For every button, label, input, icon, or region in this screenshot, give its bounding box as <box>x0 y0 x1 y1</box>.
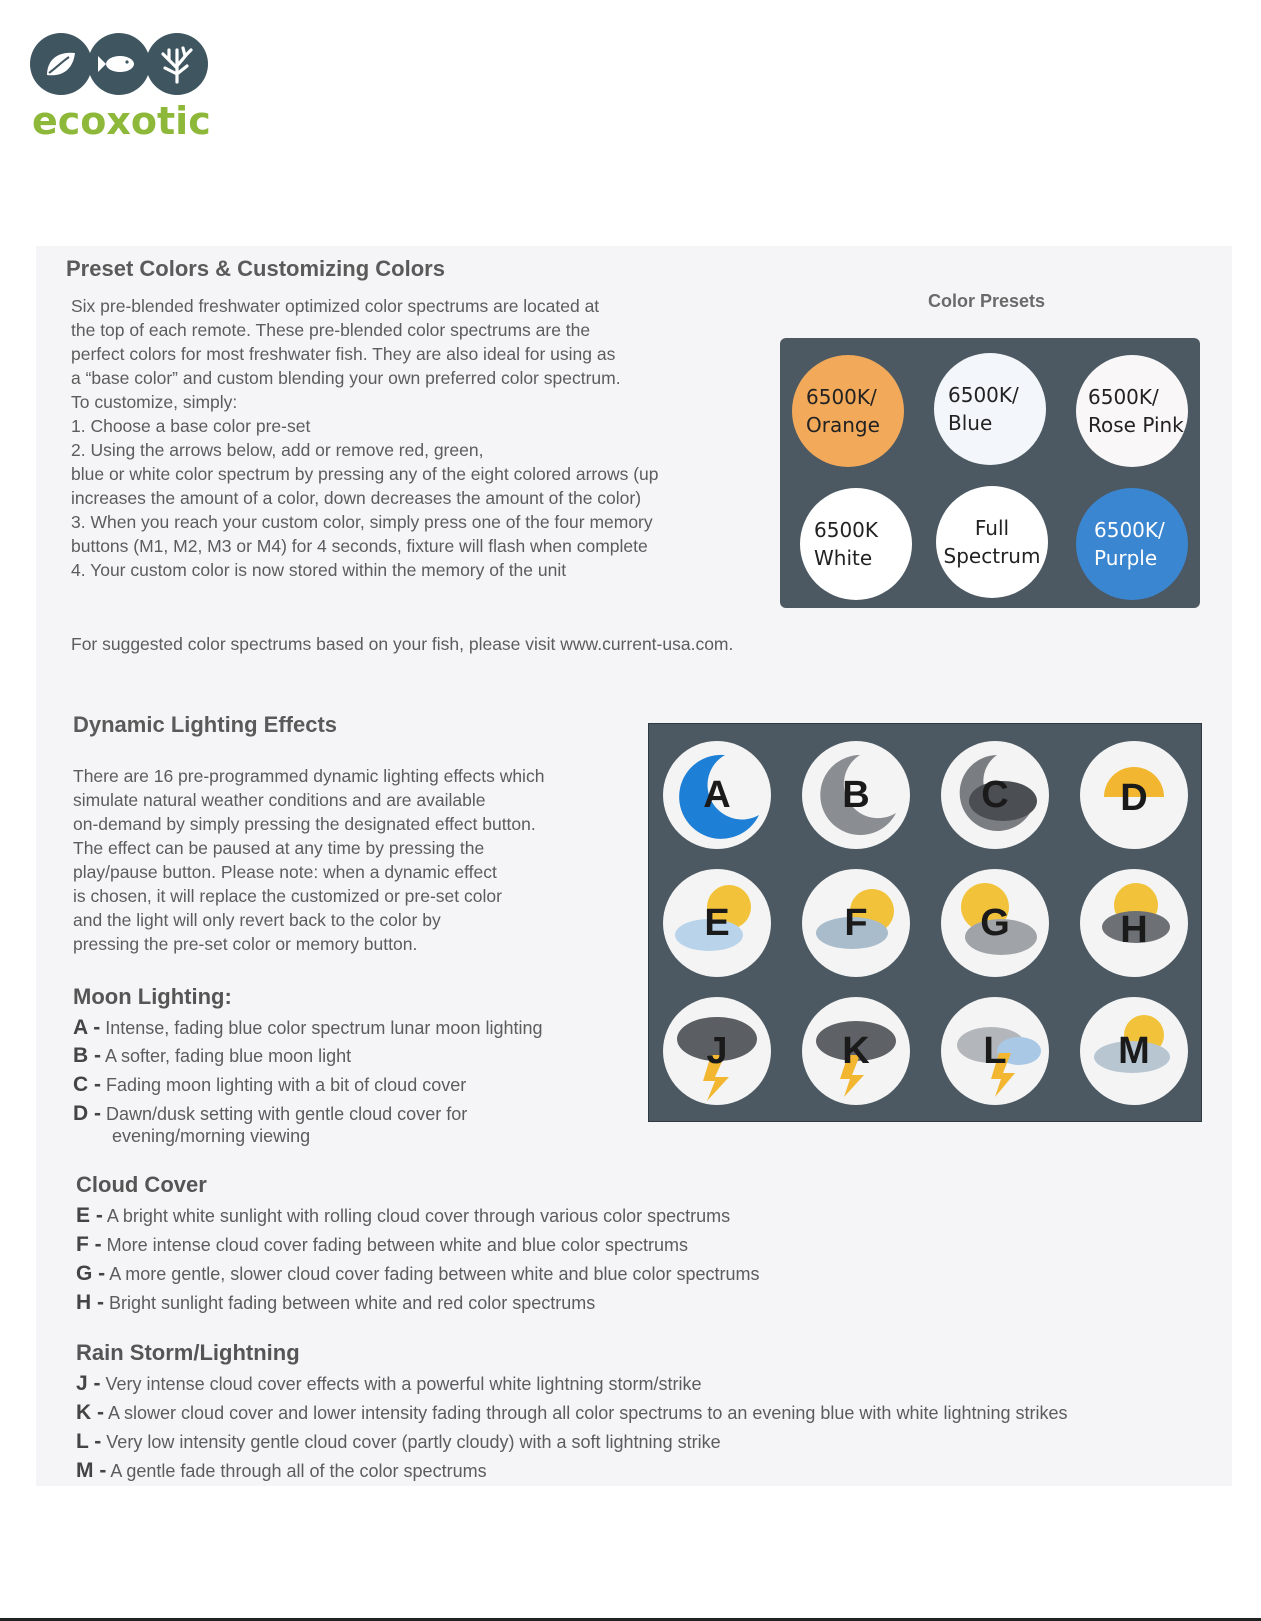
preset-rose-pink-button[interactable] <box>1076 355 1188 467</box>
preset-blue-button[interactable] <box>934 353 1046 465</box>
list-text: A slower cloud cover and lower intensity fading through all color spectrums to an evening blue with white lightning strikes <box>108 1403 1068 1423</box>
list-text: A bright white sunlight with rolling cloud cover through various color spectrums <box>106 1206 731 1226</box>
preset-label-line1: 6500K/ <box>1094 518 1165 542</box>
instruction-line: the top of each remote. These pre-blended color spectrums are the <box>71 320 591 340</box>
list-text: Very low intensity gentle cloud cover (partly cloudy) with a soft lightning strike <box>106 1432 721 1452</box>
instruction-line: 2. Using the arrows below, add or remove red, green, <box>71 440 484 460</box>
instruction-line: increases the amount of a color, down decreases the amount of the color) <box>71 488 642 508</box>
effect-letter: K <box>842 1029 870 1072</box>
list-continuation: evening/morning viewing <box>112 1126 311 1146</box>
list-item <box>73 1102 467 1126</box>
effect-letter: B <box>842 773 870 816</box>
list-letter: G - <box>76 1262 106 1285</box>
effect-c-button[interactable] <box>941 741 1049 849</box>
instruction-line: buttons (M1, M2, M3 or M4) for 4 seconds, fixture will flash when complete <box>71 536 648 556</box>
instruction-line: 4. Your custom color is now stored within the memory of the unit <box>71 560 567 580</box>
effect-letter: A <box>703 773 731 816</box>
effect-letter: D <box>1120 776 1148 819</box>
effect-letter: C <box>981 773 1009 816</box>
effect-e-button[interactable] <box>663 869 771 977</box>
suggestion-text: For suggested color spectrums based on your fish, please visit www.current-usa.com. <box>71 634 734 654</box>
preset-label-line1: 6500K/ <box>806 385 877 409</box>
list-letter: C - <box>73 1073 101 1096</box>
list-letter: F - <box>76 1233 102 1256</box>
effect-a-button[interactable] <box>663 741 771 849</box>
list-item <box>76 1401 1068 1425</box>
list-letter: J - <box>76 1372 101 1395</box>
list-item <box>76 1262 760 1286</box>
preset-label-line2: White <box>814 546 873 570</box>
preset-full-spectrum-button[interactable] <box>936 486 1048 598</box>
list-text: A softer, fading blue moon light <box>105 1046 352 1066</box>
effect-letter: F <box>844 901 868 944</box>
list-letter: A - <box>73 1016 101 1039</box>
moon-lighting-title: Moon Lighting: <box>73 984 232 1009</box>
effect-letter: E <box>704 901 730 944</box>
instruction-line: Six pre-blended freshwater optimized color spectrums are located at <box>71 296 600 316</box>
description-line: and the light will only revert back to the color by <box>73 910 441 930</box>
description-line: on-demand by simply pressing the designated effect button. <box>73 814 536 834</box>
preset-white-button[interactable] <box>800 488 912 600</box>
preset-label-line2: Blue <box>948 411 993 435</box>
preset-label-line1: 6500K <box>814 518 879 542</box>
cloud-cover-title: Cloud Cover <box>76 1172 207 1197</box>
description-line: pressing the pre-set color or memory button. <box>73 934 418 954</box>
list-text: Intense, fading blue color spectrum lunar moon lighting <box>105 1018 543 1038</box>
effect-m-button[interactable] <box>1080 997 1188 1105</box>
effect-letter: J <box>706 1029 728 1072</box>
list-item <box>73 1016 543 1040</box>
logo-circles <box>30 33 220 95</box>
coral-icon <box>146 33 208 95</box>
list-item <box>76 1291 595 1315</box>
list-item <box>76 1459 487 1483</box>
effect-f-button[interactable] <box>802 869 910 977</box>
effect-letter: H <box>1120 908 1148 951</box>
list-letter: M - <box>76 1459 107 1482</box>
instruction-line: blue or white color spectrum by pressing any of the eight colored arrows (up <box>71 464 659 484</box>
list-text: Bright sunlight fading between white and red color spectrums <box>109 1293 596 1313</box>
description-line: simulate natural weather conditions and are available <box>73 790 486 810</box>
list-letter: K - <box>76 1401 104 1424</box>
list-text: Dawn/dusk setting with gentle cloud cover for <box>106 1104 468 1124</box>
list-letter: L - <box>76 1430 102 1453</box>
description-line: play/pause button. Please note: when a dynamic effect <box>73 862 497 882</box>
list-letter: B - <box>73 1044 101 1067</box>
effect-l-button[interactable] <box>941 997 1049 1105</box>
preset-label-line2: Spectrum <box>943 544 1041 568</box>
rain-storm-title: Rain Storm/Lightning <box>76 1340 300 1365</box>
dynamic-description <box>73 764 544 956</box>
effects-panel <box>648 723 1202 1122</box>
color-presets-title: Color Presets <box>928 291 1046 311</box>
instruction-line: perfect colors for most freshwater fish. They are also ideal for using as <box>71 344 616 364</box>
preset-label-line2: Rose Pink <box>1088 413 1184 437</box>
preset-instructions <box>71 294 659 582</box>
effect-k-button[interactable] <box>802 997 910 1105</box>
list-letter: D - <box>73 1102 101 1125</box>
effect-letter: L <box>983 1029 1007 1072</box>
preset-purple-button[interactable] <box>1076 488 1188 600</box>
leaf-icon <box>30 33 92 95</box>
fish-icon <box>88 33 150 95</box>
preset-label-line2: Orange <box>806 413 880 437</box>
list-text: A more gentle, slower cloud cover fading between white and blue color spectrums <box>109 1264 760 1284</box>
effect-letter: G <box>980 901 1010 944</box>
description-line: There are 16 pre-programmed dynamic lighting effects which <box>73 766 545 786</box>
list-text: Fading moon lighting with a bit of cloud cover <box>106 1075 467 1095</box>
preset-label-line1: 6500K/ <box>1088 385 1159 409</box>
list-text: A gentle fade through all of the color spectrums <box>110 1461 487 1481</box>
list-text: More intense cloud cover fading between white and blue color spectrums <box>106 1235 688 1255</box>
list-item <box>73 1073 466 1097</box>
effect-d-button[interactable] <box>1080 741 1188 849</box>
preset-section-title: Preset Colors & Customizing Colors <box>66 256 445 281</box>
effect-letter: M <box>1118 1029 1150 1072</box>
effect-j-button[interactable] <box>663 997 771 1105</box>
description-line: is chosen, it will replace the customized or pre-set color <box>73 886 502 906</box>
logo-wordmark: ecoxotic <box>32 99 211 143</box>
preset-label-line1: 6500K/ <box>948 383 1019 407</box>
list-text: Very intense cloud cover effects with a powerful white lightning storm/strike <box>105 1374 702 1394</box>
instruction-line: 3. When you reach your custom color, simply press one of the four memory <box>71 512 653 532</box>
list-letter: H - <box>76 1291 104 1314</box>
instruction-line: To customize, simply: <box>71 392 238 412</box>
instruction-line: a “base color” and custom blending your own preferred color spectrum. <box>71 368 621 388</box>
ecoxotic-logo <box>30 33 220 145</box>
list-item <box>73 1044 351 1068</box>
effect-b-button[interactable] <box>802 741 910 849</box>
preset-orange-button[interactable] <box>792 355 904 467</box>
dynamic-section-title: Dynamic Lighting Effects <box>73 712 338 737</box>
list-item <box>76 1233 688 1257</box>
list-item <box>76 1430 721 1454</box>
instruction-line: 1. Choose a base color pre-set <box>71 416 311 436</box>
description-line: The effect can be paused at any time by pressing the <box>73 838 485 858</box>
preset-label-line1: Full <box>974 516 1010 540</box>
effect-g-button[interactable] <box>941 869 1049 977</box>
effect-h-button[interactable] <box>1080 869 1188 977</box>
color-presets-panel <box>780 338 1200 608</box>
list-item <box>76 1372 701 1396</box>
preset-label-line2: Purple <box>1094 546 1158 570</box>
list-letter: E - <box>76 1204 103 1227</box>
list-item <box>76 1204 730 1228</box>
